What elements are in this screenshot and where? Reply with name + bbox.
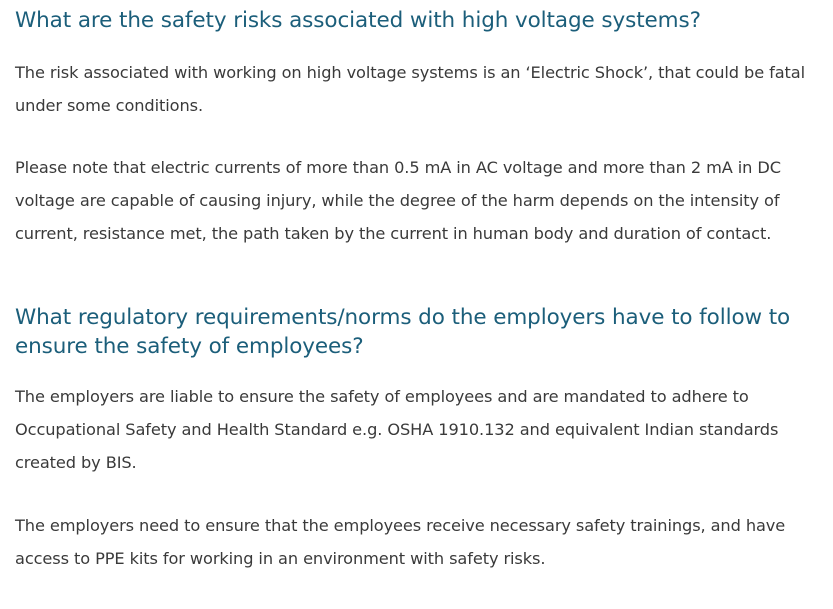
faq-answer-paragraph: The employers need to ensure that the employees receive necessary safety trainings, and have access to PPE kits for working in an environment with safety risks. (15, 516, 786, 568)
faq-question-regulatory-requirements: What regulatory requirements/norms do the employers have to follow to ensure the safety of employees? (15, 305, 791, 359)
faq-question-safety-risks: What are the safety risks associated with high voltage systems? (15, 8, 701, 33)
faq-answer-paragraph: Please note that electric currents of more than 0.5 mA in AC voltage and more than 2 mA in DC voltage are capable of causing injury, while the degree of the harm depends on the intensity of current, resistance met, the path taken by the current in human body and duration of contact. (15, 158, 781, 243)
faq-answer-paragraph: The employers are liable to ensure the safety of employees and are mandated to adhere to Occupational Safety and Health Standard e.g. OSHA 1910.132 and equivalent Indian standards created by BIS. (15, 387, 779, 472)
faq-answer-paragraph: The risk associated with working on high voltage systems is an ‘Electric Shock’, that could be fatal under some conditions. (15, 63, 805, 115)
